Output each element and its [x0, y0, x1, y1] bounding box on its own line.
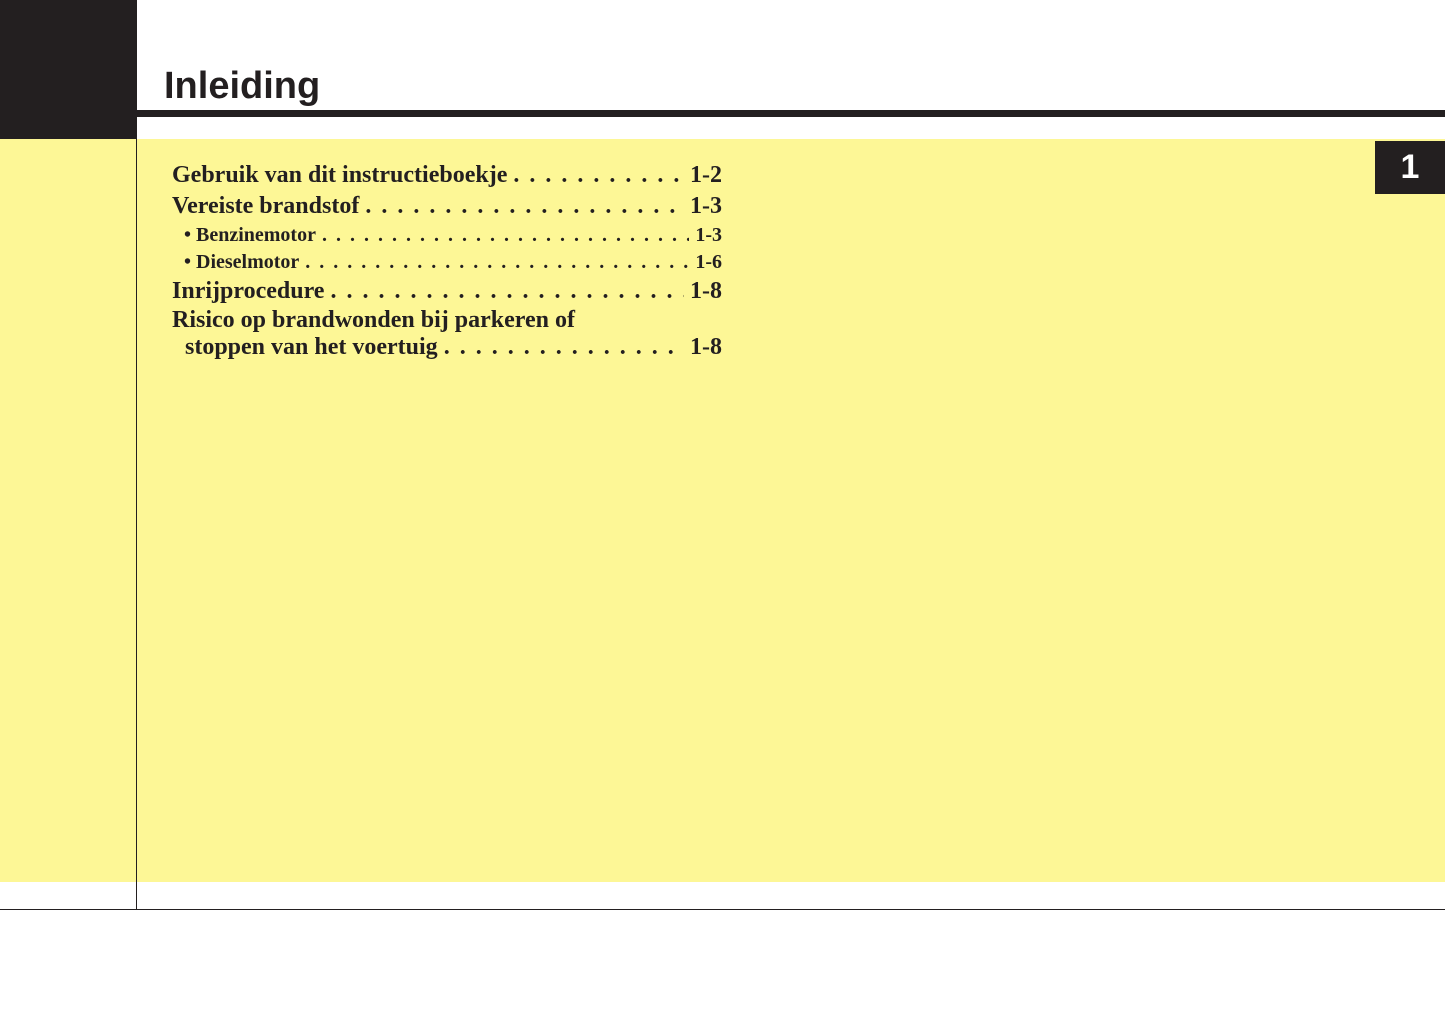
chapter-tab[interactable]: 1	[1375, 141, 1445, 194]
toc-entry-brandstof[interactable]	[172, 191, 722, 222]
footer-rule	[0, 909, 1445, 910]
title-rule	[137, 110, 1445, 117]
page-title: Inleiding	[164, 65, 321, 107]
toc-entry-label-line2-row	[172, 334, 722, 360]
dot-leader	[305, 249, 689, 276]
toc-entry-label-line2: stoppen van het voertuig	[185, 334, 438, 360]
toc-entry-page: 1-2	[690, 162, 722, 188]
toc-entry-brandwonden[interactable]	[172, 307, 722, 360]
toc-entry-label: • Dieselmotor	[184, 251, 300, 273]
dot-leader	[513, 160, 684, 191]
dot-leader	[322, 222, 689, 249]
toc-entry-page: 1-8	[690, 278, 722, 304]
toc-entry-label-line1-row	[172, 307, 722, 334]
toc-entry-inrijprocedure[interactable]	[172, 276, 722, 307]
toc-entry-benzinemotor[interactable]	[172, 222, 722, 249]
toc-entry-gebruik[interactable]	[172, 160, 722, 191]
toc-entry-page: 1-3	[690, 193, 722, 219]
toc-entry-label: • Benzinemotor	[184, 224, 316, 246]
dot-leader	[330, 276, 684, 307]
toc-entry-label: Vereiste brandstof	[172, 193, 360, 219]
margin-rule	[136, 139, 137, 910]
dot-leader	[444, 334, 684, 360]
table-of-contents	[172, 160, 722, 360]
corner-block	[0, 0, 137, 139]
toc-entry-page: 1-3	[695, 224, 722, 246]
dot-leader	[365, 191, 684, 222]
toc-entry-page: 1-6	[695, 251, 722, 273]
toc-entry-label: Gebruik van dit instructieboekje	[172, 162, 508, 188]
toc-entry-page: 1-8	[690, 334, 722, 360]
toc-entry-dieselmotor[interactable]	[172, 249, 722, 276]
toc-entry-label-line1: Risico op brandwonden bij parkeren of	[172, 307, 575, 333]
toc-entry-label: Inrijprocedure	[172, 278, 325, 304]
